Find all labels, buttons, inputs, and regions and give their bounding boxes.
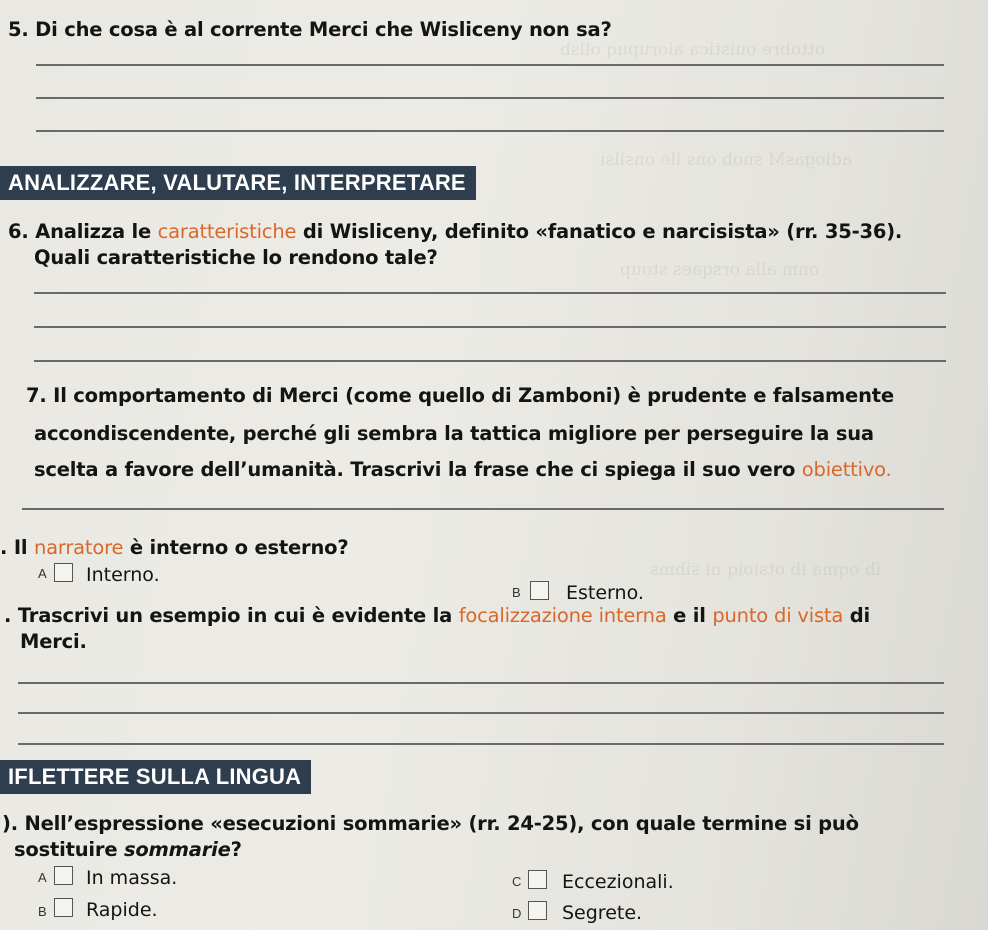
option-label: Rapide. xyxy=(86,899,158,921)
question-number: . xyxy=(0,536,8,559)
checkbox-esterno[interactable] xyxy=(530,581,549,600)
question-8 xyxy=(0,538,348,558)
question-10 xyxy=(2,814,859,834)
checkbox-interno[interactable] xyxy=(54,563,73,582)
question-number: 7. xyxy=(26,384,47,407)
option-label: Interno. xyxy=(86,564,160,586)
section-title-banner: ANALIZZARE, VALUTARE, INTERPRETARE xyxy=(0,166,476,200)
question-9-line-2: Merci. xyxy=(20,630,87,653)
bleed-through-text: ib oqma ib otsioiq ni sibms xyxy=(650,560,882,580)
answer-line xyxy=(36,64,944,66)
answer-line xyxy=(22,508,944,510)
highlighted-keyword: focalizzazione interna xyxy=(458,604,667,627)
answer-line xyxy=(34,326,946,328)
bleed-through-text: ottobre ouistica aiorupuq ollsb xyxy=(560,40,825,60)
question-6-line-2: Quali caratteristiche lo rendono tale? xyxy=(34,246,438,269)
question-text: Trascrivi un esempio in cui è evidente la xyxy=(17,604,459,627)
question-text: Analizza le xyxy=(35,220,158,243)
question-number: 6. xyxy=(8,220,29,243)
question-text: scelta a favore dell’umanità. Trascrivi la frase che ci spiega il suo vero xyxy=(34,458,802,481)
question-9 xyxy=(4,606,870,626)
question-number: 5. xyxy=(8,18,29,41)
answer-line xyxy=(34,360,946,362)
option-letter: A xyxy=(38,566,47,581)
highlighted-keyword: narratore xyxy=(33,536,124,559)
option-letter: B xyxy=(512,585,521,600)
option-label: In massa. xyxy=(86,867,178,889)
answer-line xyxy=(36,97,944,99)
italic-term: sommarie xyxy=(123,838,231,861)
question-text: Nell’espressione «esecuzioni sommarie» (rr. 24-25), con quale termine si può xyxy=(24,812,859,835)
option-letter: C xyxy=(512,874,522,889)
answer-line xyxy=(36,130,944,132)
highlighted-keyword: caratteristiche xyxy=(157,220,297,243)
option-letter: B xyxy=(38,904,47,919)
checkbox-rapide[interactable] xyxy=(54,898,73,917)
question-7-line-3 xyxy=(34,460,892,480)
answer-line xyxy=(18,743,944,745)
question-6 xyxy=(8,222,902,242)
option-letter: A xyxy=(38,870,47,885)
question-text: è interno o esterno? xyxy=(123,536,349,559)
question-7-line-2: accondiscendente, perché gli sembra la tattica migliore per perseguire la sua xyxy=(34,422,874,445)
option-label: Esterno. xyxy=(566,582,644,604)
bleed-through-text: onm alla orsqaes stoup xyxy=(620,260,820,280)
checkbox-segrete[interactable] xyxy=(528,901,547,920)
question-5 xyxy=(8,20,612,40)
question-text: sostituire xyxy=(14,838,124,861)
option-label: Eccezionali. xyxy=(562,871,674,893)
highlighted-keyword: punto di vista xyxy=(712,604,844,627)
question-text: di xyxy=(843,604,870,627)
bleed-through-text: adiogasM snob ons ile onsilsi xyxy=(600,150,853,170)
checkbox-in-massa[interactable] xyxy=(54,866,73,885)
option-label: Segrete. xyxy=(562,902,643,924)
question-7 xyxy=(26,386,894,406)
highlighted-keyword: obiettivo. xyxy=(801,458,892,481)
answer-line xyxy=(34,292,946,294)
answer-line xyxy=(18,712,944,714)
question-text: ? xyxy=(230,838,242,861)
question-text: di Wisliceny, definito «fanatico e narcisista» (rr. 35-36). xyxy=(296,220,903,243)
question-10-line-2 xyxy=(14,840,242,860)
question-number: . xyxy=(4,604,12,627)
question-number: ). xyxy=(2,812,18,835)
option-letter: D xyxy=(512,906,522,921)
question-text: Il xyxy=(13,536,34,559)
section-title-banner: IFLETTERE SULLA LINGUA xyxy=(0,760,311,794)
question-text: Il comportamento di Merci (come quello di Zamboni) è prudente e falsamente xyxy=(53,384,894,407)
answer-line xyxy=(18,682,944,684)
checkbox-eccezionali[interactable] xyxy=(528,870,547,889)
question-text: Di che cosa è al corrente Merci che Wisliceny non sa? xyxy=(35,18,612,41)
question-text: e il xyxy=(666,604,713,627)
